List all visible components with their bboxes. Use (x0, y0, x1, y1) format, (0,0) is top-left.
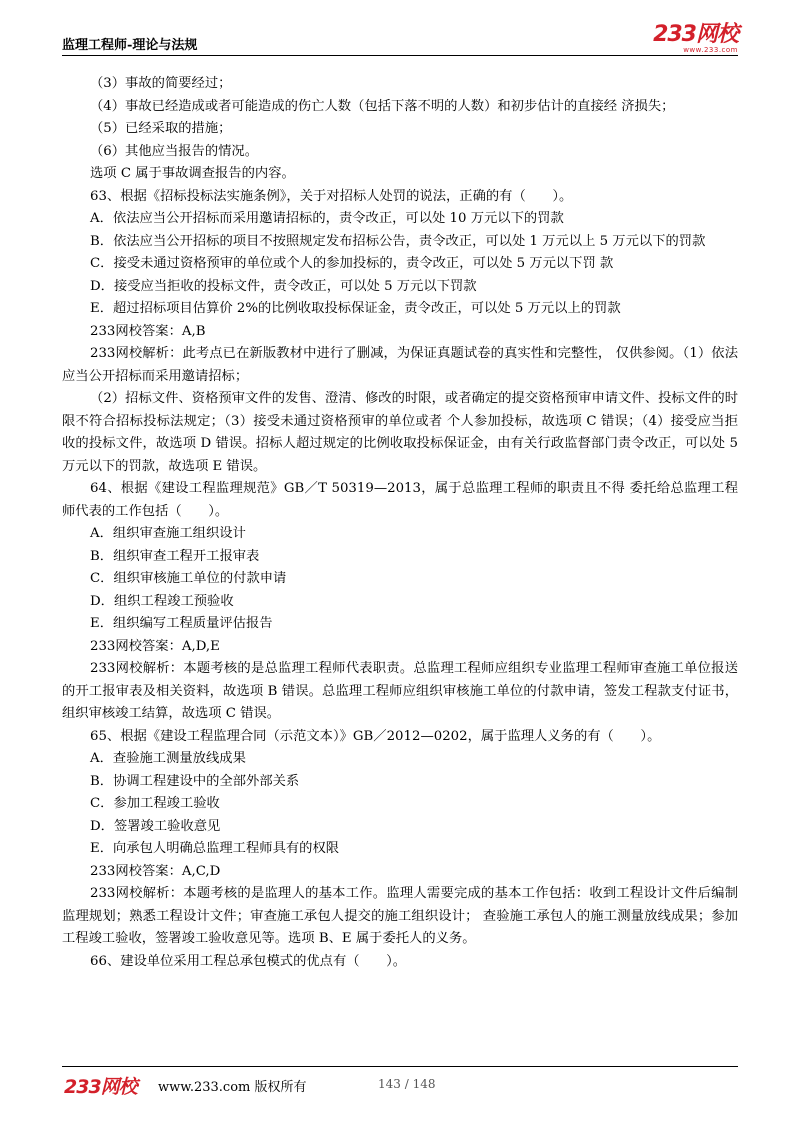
paragraph: E．向承包人明确总监理工程师具有的权限 (90, 841, 340, 856)
paragraph: 66、建设单位采用工程总承包模式的优点有（ ）。 (90, 953, 407, 969)
footer-copyright: www.233.com 版权所有 (158, 1080, 307, 1095)
footer-divider (62, 1066, 738, 1067)
paragraph: 233网校答案：A,D,E (90, 638, 220, 654)
paragraph: （5）已经采取的措施； (90, 121, 232, 136)
brand-logo-text: 233网校 (653, 22, 738, 47)
footer-logo: 233网校 (64, 1076, 137, 1098)
brand-logo (653, 24, 738, 54)
paragraph: C．参加工程竣工验收 (90, 796, 220, 811)
paragraph: E．超过招标项目估算价 2%的比例收取投标保证金，责令改正，可以处 5 万元以上的罚款 (90, 301, 621, 316)
paragraph: D．组织工程竣工预验收 (90, 593, 234, 609)
page-header (62, 24, 738, 54)
paragraph: 65、根据《建设工程监理合同（示范文本）》GB／2012—0202，属于监理人义务的有（ ）。 (90, 728, 661, 744)
paragraph: A．组织审查施工组织设计 (90, 526, 246, 541)
paragraph: 63、根据《招标投标法实施条例》，关于对招标人处罚的说法，正确的有（ ）。 (90, 188, 573, 204)
paragraph: 233网校答案：A,B (90, 323, 206, 339)
paragraph: 233网校解析：本题考核的是总监理工程师代表职责。总监理工程师应组织专业监理工程师审查施工单位报送的开工报审表及相关资料，故选项 B 错误。总监理工程师应组织审核施工单位的付款申请，签发工程款支付证书，组织审核竣工结算，故选项 C 错误。 (62, 661, 738, 721)
page-number: 143 / 148 (378, 1077, 436, 1091)
paragraph: （2）招标文件、资格预审文件的发售、澄清、修改的时限，或者确定的提交资格预审申请文件、投标文件的时限不符合招标投标法规定；（3）接受未通过资格预审的单位或者 个人参加投标，故选项 C 错误；（4）接受应当拒收的投标文件，故选项 D 错误。招标人超过规定的比例收取投标保证金，由有关行政监督部门责令改正，可以处 5 万元以下的罚款，故选项 E 错误。 (62, 391, 738, 474)
paragraph: （4）事故已经造成或者可能造成的伤亡人数（包括下落不明的人数）和初步估计的直接经 济损失； (90, 98, 675, 114)
paragraph: A．查验施工测量放线成果 (90, 751, 246, 766)
header-divider (62, 55, 738, 56)
document-title: 监理工程师-理论与法规 (62, 38, 198, 53)
paragraph: （3）事故的简要经过； (90, 76, 232, 91)
paragraph: D．签署竣工验收意见 (90, 818, 221, 834)
paragraph: 选项 C 属于事故调查报告的内容。 (90, 166, 295, 181)
paragraph: 233网校解析：本题考核的是监理人的基本工作。监理人需要完成的基本工作包括：收到工程设计文件后编制监理规划；熟悉工程设计文件；审查施工承包人提交的施工组织设计； 查验施工承包人的施工测量放线成果；参加工程竣工验收，签署竣工验收意见等。选项 B、E 属于委托人的义务。 (62, 886, 738, 946)
paragraph: B．组织审查工程开工报审表 (90, 548, 260, 564)
paragraph: C．接受未通过资格预审的单位或个人的参加投标的，责令改正，可以处 5 万元以下罚 款 (90, 256, 614, 271)
paragraph: 233网校答案：A,C,D (90, 863, 221, 879)
document-body (62, 73, 738, 973)
paragraph: 233网校解析：此考点已在新版教材中进行了删减，为保证真题试卷的真实性和完整性， 仅供参阅。（1）依法应当公开招标而采用邀请招标； (62, 346, 738, 384)
paragraph: 64、根据《建设工程监理规范》GB／T 50319—2013，属于总监理工程师的职责且不得 委托给总监理工程师代表的工作包括（ ）。 (62, 481, 738, 519)
brand-logo-url: www.233.com (683, 46, 738, 54)
paragraph: （6）其他应当报告的情况。 (90, 143, 259, 159)
paragraph: E．组织编写工程质量评估报告 (90, 616, 273, 631)
paragraph: D．接受应当拒收的投标文件，责令改正，可以处 5 万元以下罚款 (90, 278, 477, 294)
paragraph: B．协调工程建设中的全部外部关系 (90, 773, 300, 789)
paragraph: A．依法应当公开招标而采用邀请招标的，责令改正，可以处 10 万元以下的罚款 (90, 211, 564, 226)
paragraph: C．组织审核施工单位的付款申请 (90, 571, 287, 586)
page-footer (62, 1072, 738, 1096)
paragraph: B．依法应当公开招标的项目不按照规定发布招标公告，责令改正，可以处 1 万元以上 5 万元以下的罚款 (90, 233, 706, 249)
